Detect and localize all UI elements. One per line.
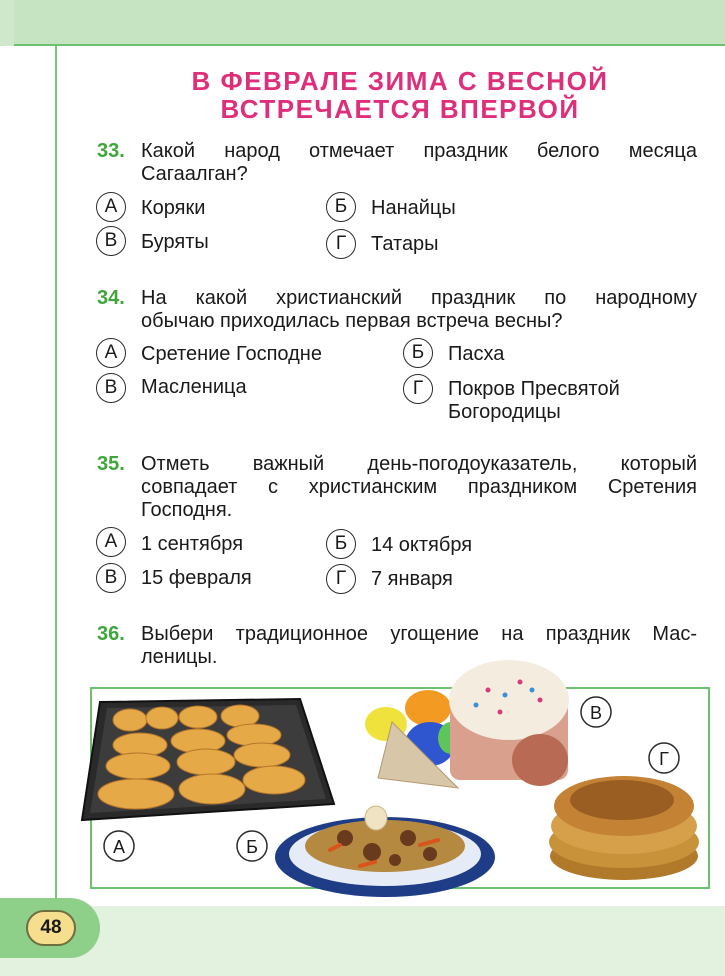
page-title-line-1: В ФЕВРАЛЕ ЗИМА С ВЕСНОЙ [191, 66, 609, 96]
question-34-line-1: На какой христианский праздник по народному [141, 287, 697, 309]
question-33-line-1: Какой народ отмечает праздник белого месяца [141, 140, 697, 162]
kulich-eggs-image[interactable] [365, 660, 569, 788]
question-36-line-2: леницы. [141, 646, 218, 668]
page-number: 48 [26, 910, 76, 946]
q35-option-v-text: 15 февраля [141, 567, 252, 589]
q34-option-b-circle[interactable]: Б [403, 338, 433, 368]
image-label-g: Г [659, 749, 669, 769]
q33-option-b-text: Нанайцы [371, 197, 456, 219]
q34-option-v-text: Масленица [141, 376, 247, 398]
question-33-number: 33. [97, 140, 125, 162]
q35-option-a-text: 1 сентября [141, 533, 244, 555]
question-35-line-3: Господня. [141, 499, 233, 521]
pies-tray-image[interactable] [82, 699, 334, 820]
question-35-line-2: совпадает с христианским праздником Сретения [141, 476, 697, 498]
question-36-line-1: Выбери традиционное угощение на праздник Мас- [141, 623, 697, 645]
question-36-number: 36. [97, 623, 125, 645]
q33-option-b-circle[interactable]: Б [326, 192, 356, 222]
question-34-number: 34. [97, 287, 125, 309]
image-label-a: А [112, 837, 126, 857]
image-label-v: В [589, 703, 603, 723]
q33-option-v-text: Буряты [141, 231, 209, 253]
q35-option-g-text: 7 января [371, 568, 453, 590]
q35-option-v-circle[interactable]: В [96, 563, 126, 593]
question-34-line-2: обычаю приходилась первая встреча весны? [141, 310, 563, 332]
q34-option-a-circle[interactable]: А [96, 338, 126, 368]
q34-option-v-circle[interactable]: В [96, 373, 126, 403]
image-label-b: Б [246, 837, 258, 857]
question-35-number: 35. [97, 453, 125, 475]
q34-option-g-text-line-2: Богородицы [448, 401, 561, 423]
q35-option-b-text: 14 октября [371, 534, 473, 556]
q33-option-a-circle[interactable]: А [96, 192, 126, 222]
q35-option-g-circle[interactable]: Г [326, 564, 356, 594]
question-35-line-1: Отметь важный день-погодоуказатель, который [141, 453, 697, 475]
q33-option-v-circle[interactable]: В [96, 226, 126, 256]
q33-option-g-text: Татары [371, 233, 439, 255]
q35-option-a-circle[interactable]: А [96, 527, 126, 557]
q34-option-a-text: Сретение Господне [141, 343, 322, 365]
plov-plate-image[interactable] [275, 806, 495, 897]
q34-option-g-text-line-1: Покров Пресвятой [448, 378, 620, 400]
q33-option-g-circle[interactable]: Г [326, 229, 356, 259]
q34-option-g-circle[interactable]: Г [403, 374, 433, 404]
question-33-line-2: Сагаалган? [141, 163, 248, 185]
pancakes-image[interactable] [549, 776, 699, 880]
q35-option-b-circle[interactable]: Б [326, 529, 356, 559]
q34-option-b-text: Пасха [448, 343, 505, 365]
page-title-line-2: ВСТРЕЧАЕТСЯ ВПЕРВОЙ [220, 94, 580, 124]
q33-option-a-text: Коряки [141, 197, 206, 219]
